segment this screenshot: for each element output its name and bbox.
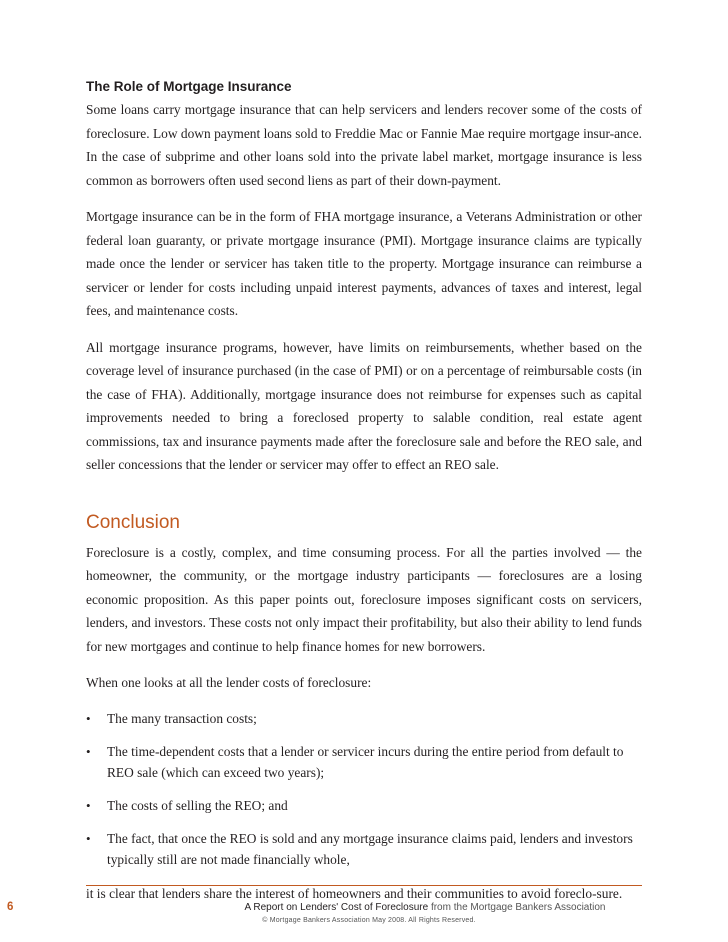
report-source: from the Mortgage Bankers Association — [428, 902, 606, 913]
footer-report-title — [0, 902, 728, 913]
paragraph: Mortgage insurance can be in the form of FHA mortgage insurance, a Veterans Administration or other federal loan guaranty, or private mortgage insurance (PMI). Mortgage insurance claims are typically made once the lender or servicer has taken title to the property. Mortgage insurance can reimburse a servicer or lender for costs including unpaid interest payments, advances of taxes and interest, legal fees, and maintenance costs. — [86, 209, 642, 318]
paragraph: When one looks at all the lender costs of foreclosure: — [86, 675, 372, 690]
footer-divider — [86, 885, 642, 886]
section-heading-conclusion: Conclusion — [86, 511, 180, 533]
list-item — [86, 828, 642, 870]
list-item-text: The time-dependent costs that a lender or servicer incurs during the entire period from default to REO sale (which can exceed two years); — [107, 743, 624, 780]
page-number: 6 — [7, 901, 14, 913]
bullet-list — [86, 708, 642, 870]
section-heading-mortgage-insurance: The Role of Mortgage Insurance — [86, 79, 292, 94]
list-item — [86, 708, 642, 729]
page-body — [86, 78, 642, 918]
list-item — [86, 795, 642, 816]
bullet-icon: • — [86, 830, 91, 846]
paragraph: Some loans carry mortgage insurance that can help servicers and lenders recover some of the costs of foreclosure. Low down payment loans sold to Freddie Mac or Fannie Mae require mortgage insur-ance. In the case of subprime and other loans sold into the private label market, mortgage insurance is less common as borrowers often used second liens as part of their down-payment. — [86, 102, 642, 188]
bullet-icon: • — [86, 797, 91, 813]
paragraph: Foreclosure is a costly, complex, and time consuming process. For all the parties involved — the homeowner, the community, or the mortgage industry participants — foreclosures are a losing economic proposition. As this paper points out, foreclosure imposes significant costs on servicers, lenders, and investors. These costs not only impact their profitability, but also their ability to lend funds for new mortgages and continue to help finance homes for new borrowers. — [86, 544, 642, 654]
paragraph: All mortgage insurance programs, however, have limits on reimbursements, whether based on the coverage level of insurance purchased (in the case of PMI) or on a percentage of reimbursable costs (in the case of FHA). Additionally, mortgage insurance does not reimburse for expenses such as capital improvements needed to bring a foreclosed property to salable condition, real estate agent commissions, tax and insurance payments made after the foreclosure sale and before the REO sale, and seller concessions that the lender or servicer may offer to effect an REO sale. — [86, 339, 642, 472]
list-item-text: The many transaction costs; — [107, 710, 257, 726]
list-item-text: The costs of selling the REO; and — [107, 797, 288, 813]
bullet-icon: • — [86, 710, 91, 726]
bullet-icon: • — [86, 743, 91, 759]
list-item — [86, 741, 642, 783]
paragraph: it is clear that lenders share the interest of homeowners and their communities to avoid foreclo-sure. — [86, 885, 623, 901]
list-item-text: The fact, that once the REO is sold and any mortgage insurance claims paid, lenders and investors typically still are not made financially whole, — [107, 830, 633, 867]
report-title: A Report on Lenders' Cost of Foreclosure — [244, 902, 429, 913]
footer-copyright: © Mortgage Bankers Association May 2008. All Rights Reserved. — [262, 917, 476, 924]
